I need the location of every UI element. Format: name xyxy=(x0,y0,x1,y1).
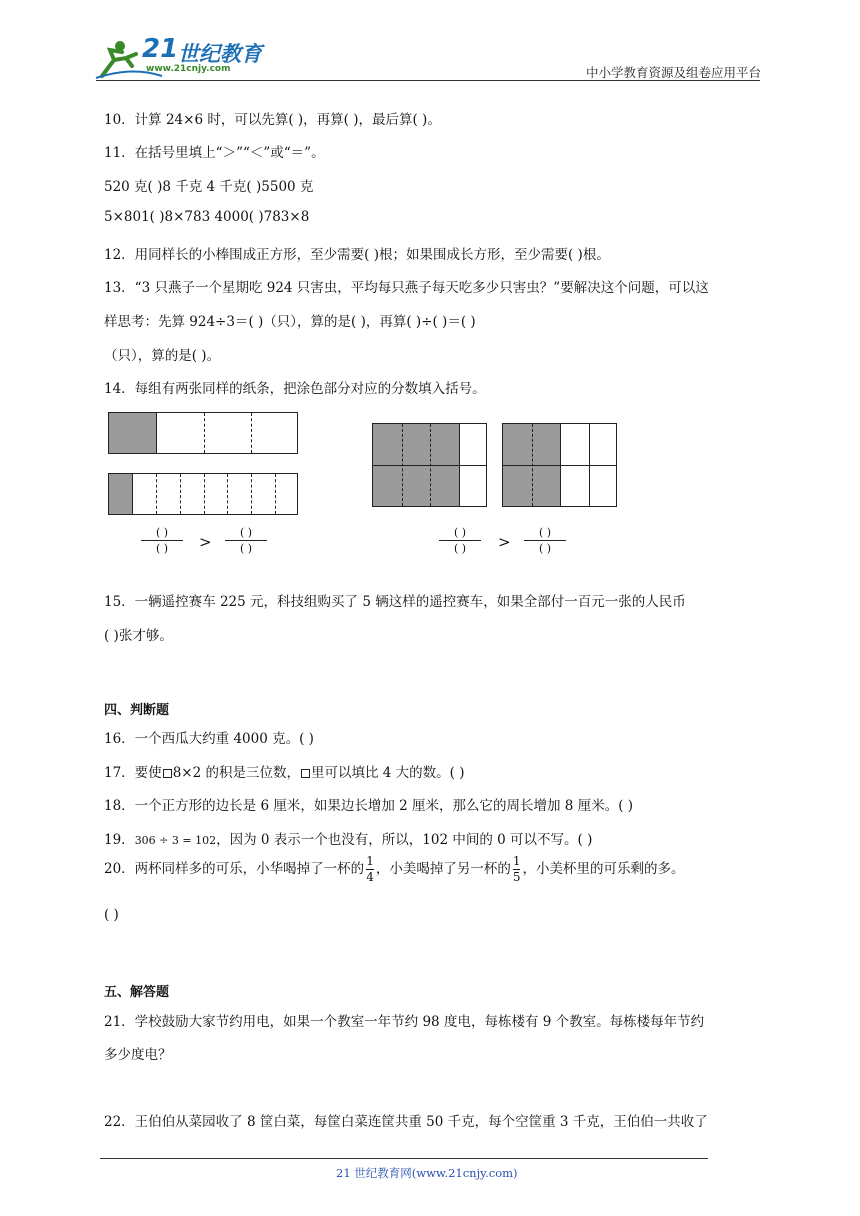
question-17: 17．要使 8×2 的积是三位数， 里可以填比 4 大的数。( ) xyxy=(104,765,465,781)
answer-fraction-right-2[interactable]: ( ) ( ) xyxy=(524,526,566,555)
question-13-line-3: （只），算的是( )。 xyxy=(104,348,221,364)
paper-rect-a xyxy=(372,423,487,507)
logo-chinese: 世纪教育 xyxy=(178,42,262,66)
footer-divider xyxy=(100,1158,708,1159)
question-11: 11．在括号里填上“＞”“＜”或“＝”。 xyxy=(104,145,325,161)
blank-square-icon xyxy=(163,769,172,778)
question-20-answer: ( ) xyxy=(104,907,119,923)
question-16: 16．一个西瓜大约重 4000 克。( ) xyxy=(104,731,314,747)
header-divider xyxy=(96,80,760,81)
answer-fraction-left-1[interactable]: ( ) ( ) xyxy=(141,526,183,555)
greater-than-sign: > xyxy=(498,533,511,551)
blank-square-icon xyxy=(301,769,310,778)
question-10: 10．计算 24×6 时，可以先算( )，再算( )，最后算( )。 xyxy=(104,112,441,128)
question-12: 12．用同样长的小棒围成正方形，至少需要( )根；如果围成长方形，至少需要( )根。 xyxy=(104,247,610,263)
question-14: 14．每组有两张同样的纸条，把涂色部分对应的分数填入括号。 xyxy=(104,381,486,397)
paper-rect-b xyxy=(502,423,617,507)
greater-than-sign: > xyxy=(199,533,212,551)
section-4-title: 四、判断题 xyxy=(104,703,170,718)
logo-url: www.21cnjy.com xyxy=(146,64,231,74)
paper-strip-eighths xyxy=(108,473,298,515)
question-19: 19．306 ÷ 3 = 102，因为 0 表示一个也没有，所以，102 中间的 0 可以不写。( ) xyxy=(104,832,593,848)
question-13-line-1: 13．“3 只燕子一个星期吃 924 只害虫，平均每只燕子每天吃多少只害虫？”要解决这个问题，可以这 xyxy=(104,280,709,296)
division-formula: 306 ÷ 3 = 102 xyxy=(134,834,217,847)
answer-fraction-left-2[interactable]: ( ) ( ) xyxy=(225,526,267,555)
question-15-line-1: 15．一辆遥控赛车 225 元，科技组购买了 5 辆这样的遥控赛车，如果全部付一百元一张的人民币 xyxy=(104,594,686,610)
logo-number: 21 xyxy=(142,34,179,64)
question-20: 20．两杯同样多的可乐，小华喝掉了一杯的 $\frac{1}{4}$ ，小美喝掉了另一杯的 $\frac{1}{5}$ ，小美杯里的可乐剩的多。 xyxy=(104,854,685,884)
question-18: 18．一个正方形的边长是 6 厘米，如果边长增加 2 厘米，那么它的周长增加 8 厘米。( ) xyxy=(104,798,634,814)
question-21-line-1: 21．学校鼓励大家节约用电，如果一个教室一年节约 98 度电，每栋楼有 9 个教室。每栋楼每年节约 xyxy=(104,1014,705,1030)
platform-name: 中小学教育资源及组卷应用平台 xyxy=(586,65,762,80)
fraction-one-fifth: $\frac{1}{5}$ xyxy=(512,854,521,884)
paper-strip-quarters xyxy=(108,412,298,454)
section-5-title: 五、解答题 xyxy=(104,985,170,1000)
question-11-row-1: 520 克( )8 千克 4 千克( )5500 克 xyxy=(104,179,314,195)
question-21-line-2: 多少度电？ xyxy=(104,1047,172,1063)
footer-text: 21 世纪教育网(www.21cnjy.com) xyxy=(336,1166,518,1180)
question-15-line-2: ( )张才够。 xyxy=(104,628,173,644)
answer-fraction-right-1[interactable]: ( ) ( ) xyxy=(439,526,481,555)
question-11-row-2: 5×801( )8×783 4000( )783×8 xyxy=(104,209,310,225)
question-22-line-1: 22．王伯伯从菜园收了 8 筐白菜，每筐白菜连筐共重 50 千克，每个空筐重 3 千克，王伯伯一共收了 xyxy=(104,1114,708,1130)
fraction-one-quarter: $\frac{1}{4}$ xyxy=(366,854,374,884)
question-13-line-2: 样思考：先算 924÷3＝( )（只），算的是( )，再算( )÷( )＝( ) xyxy=(104,314,476,330)
